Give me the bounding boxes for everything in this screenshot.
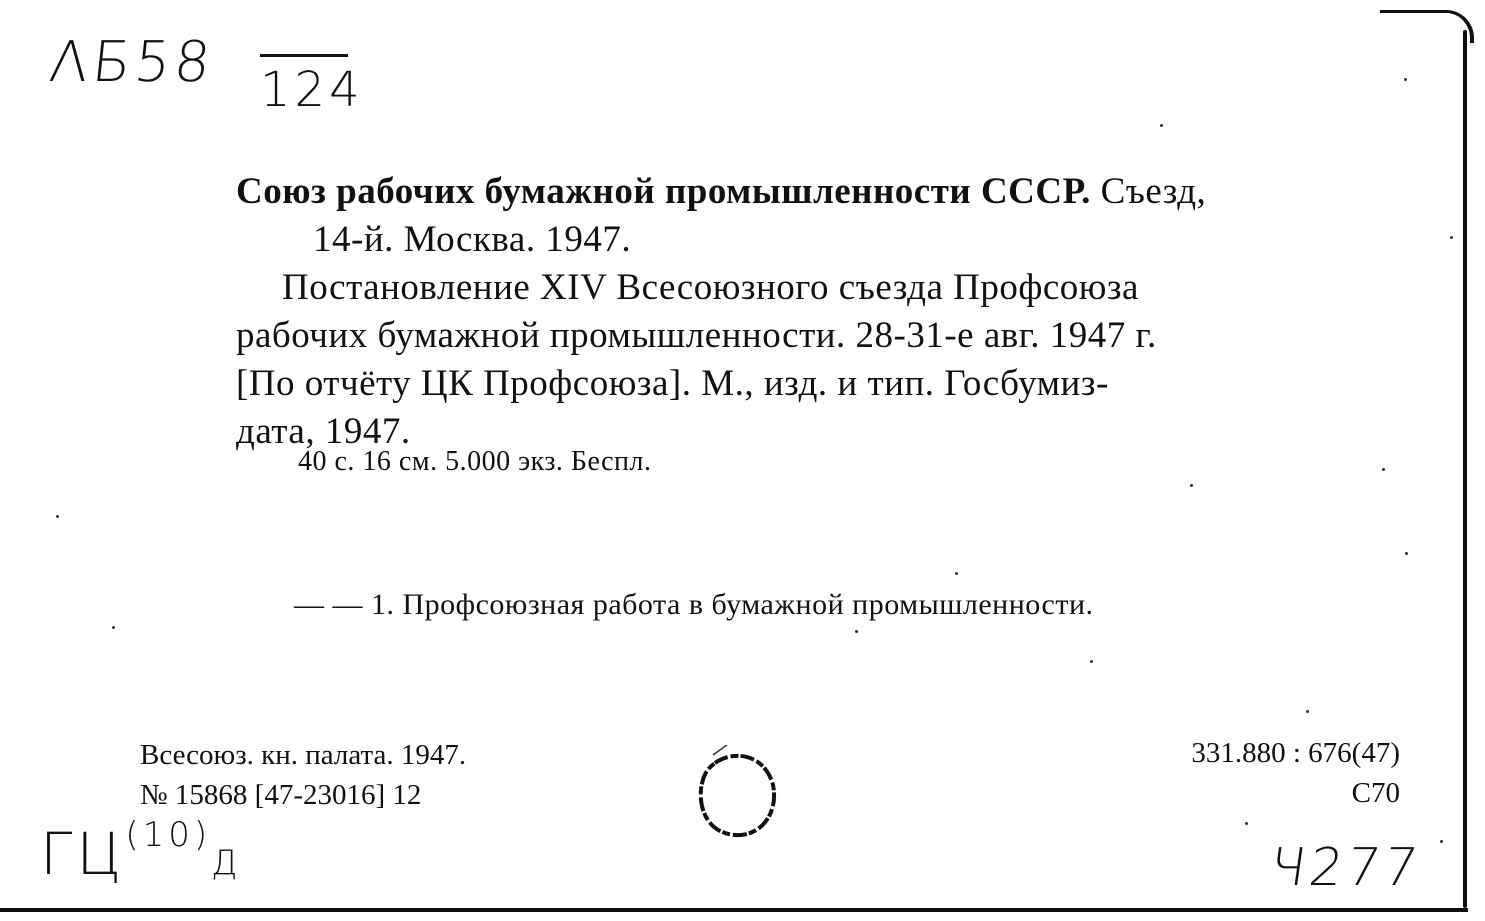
book-chamber-info: [140, 735, 466, 815]
scan-speck: [955, 572, 958, 575]
book-chamber-line-2: № 15868 [47-23016] 12: [140, 779, 422, 811]
scan-speck: [56, 515, 59, 518]
body-line-3: [По отчёту ЦК Профсоюза]. М., изд. и тип. Госбумиз-: [236, 363, 1109, 404]
handwritten-call-number-sub: [260, 62, 364, 118]
heading-tail: Съезд,: [1100, 171, 1207, 212]
punch-hole-stamp: [695, 745, 779, 841]
handwritten-call-number: ΛБ58: [46, 30, 218, 95]
collation: 40 с. 16 см. 5.000 экз. Беспл.: [298, 446, 652, 477]
body-line-4: дата, 1947.: [236, 411, 411, 452]
classification-line-2: С70: [1351, 777, 1400, 809]
handwritten-inventory-number: Ч277: [1265, 838, 1426, 898]
card-corner: [1380, 10, 1474, 43]
scan-speck: [1450, 236, 1453, 239]
handwritten-shelf-mark-main: ГЦ: [40, 820, 126, 888]
scan-speck: [1190, 484, 1193, 487]
scan-speck: [855, 630, 858, 633]
fraction-bar: [260, 54, 348, 57]
heading: [236, 170, 1206, 213]
card-edge-right: [1463, 30, 1467, 908]
heading-main: Союз рабочих бумажной промышленности СССР.: [236, 171, 1091, 212]
handwritten-shelf-mark: [40, 814, 242, 888]
scan-speck: [1090, 660, 1093, 663]
handwritten-shelf-mark-sub: Д: [211, 843, 242, 883]
scan-speck: [1306, 710, 1309, 713]
handwritten-call-number-sub-text: 124: [260, 62, 364, 118]
scan-speck: [1160, 124, 1163, 127]
scan-speck: [1382, 468, 1385, 471]
scan-speck: [1404, 78, 1407, 81]
scan-speck: [112, 626, 115, 629]
scan-speck: [1405, 552, 1408, 555]
title-description: [236, 264, 1396, 456]
classification-line-1: 331.880 : 676(47): [1191, 737, 1400, 769]
body-line-2: рабочих бумажной промышленности. 28-31-е авг. 1947 г.: [236, 315, 1157, 356]
handwritten-shelf-mark-sup: (10): [125, 814, 212, 855]
body-line-1: Постановление XIV Всесоюзного съезда Профсоюза: [282, 267, 1139, 308]
card-edge-bottom: [0, 908, 1468, 912]
book-chamber-line-1: Всесоюз. кн. палата. 1947.: [140, 739, 467, 771]
scan-speck: [1245, 822, 1248, 825]
classification-info: [1142, 733, 1400, 813]
heading-continuation: 14-й. Москва. 1947.: [313, 219, 632, 260]
scan-speck: [1440, 840, 1443, 843]
subject-heading: — — 1. Профсоюзная работа в бумажной промышленности.: [294, 588, 1094, 621]
